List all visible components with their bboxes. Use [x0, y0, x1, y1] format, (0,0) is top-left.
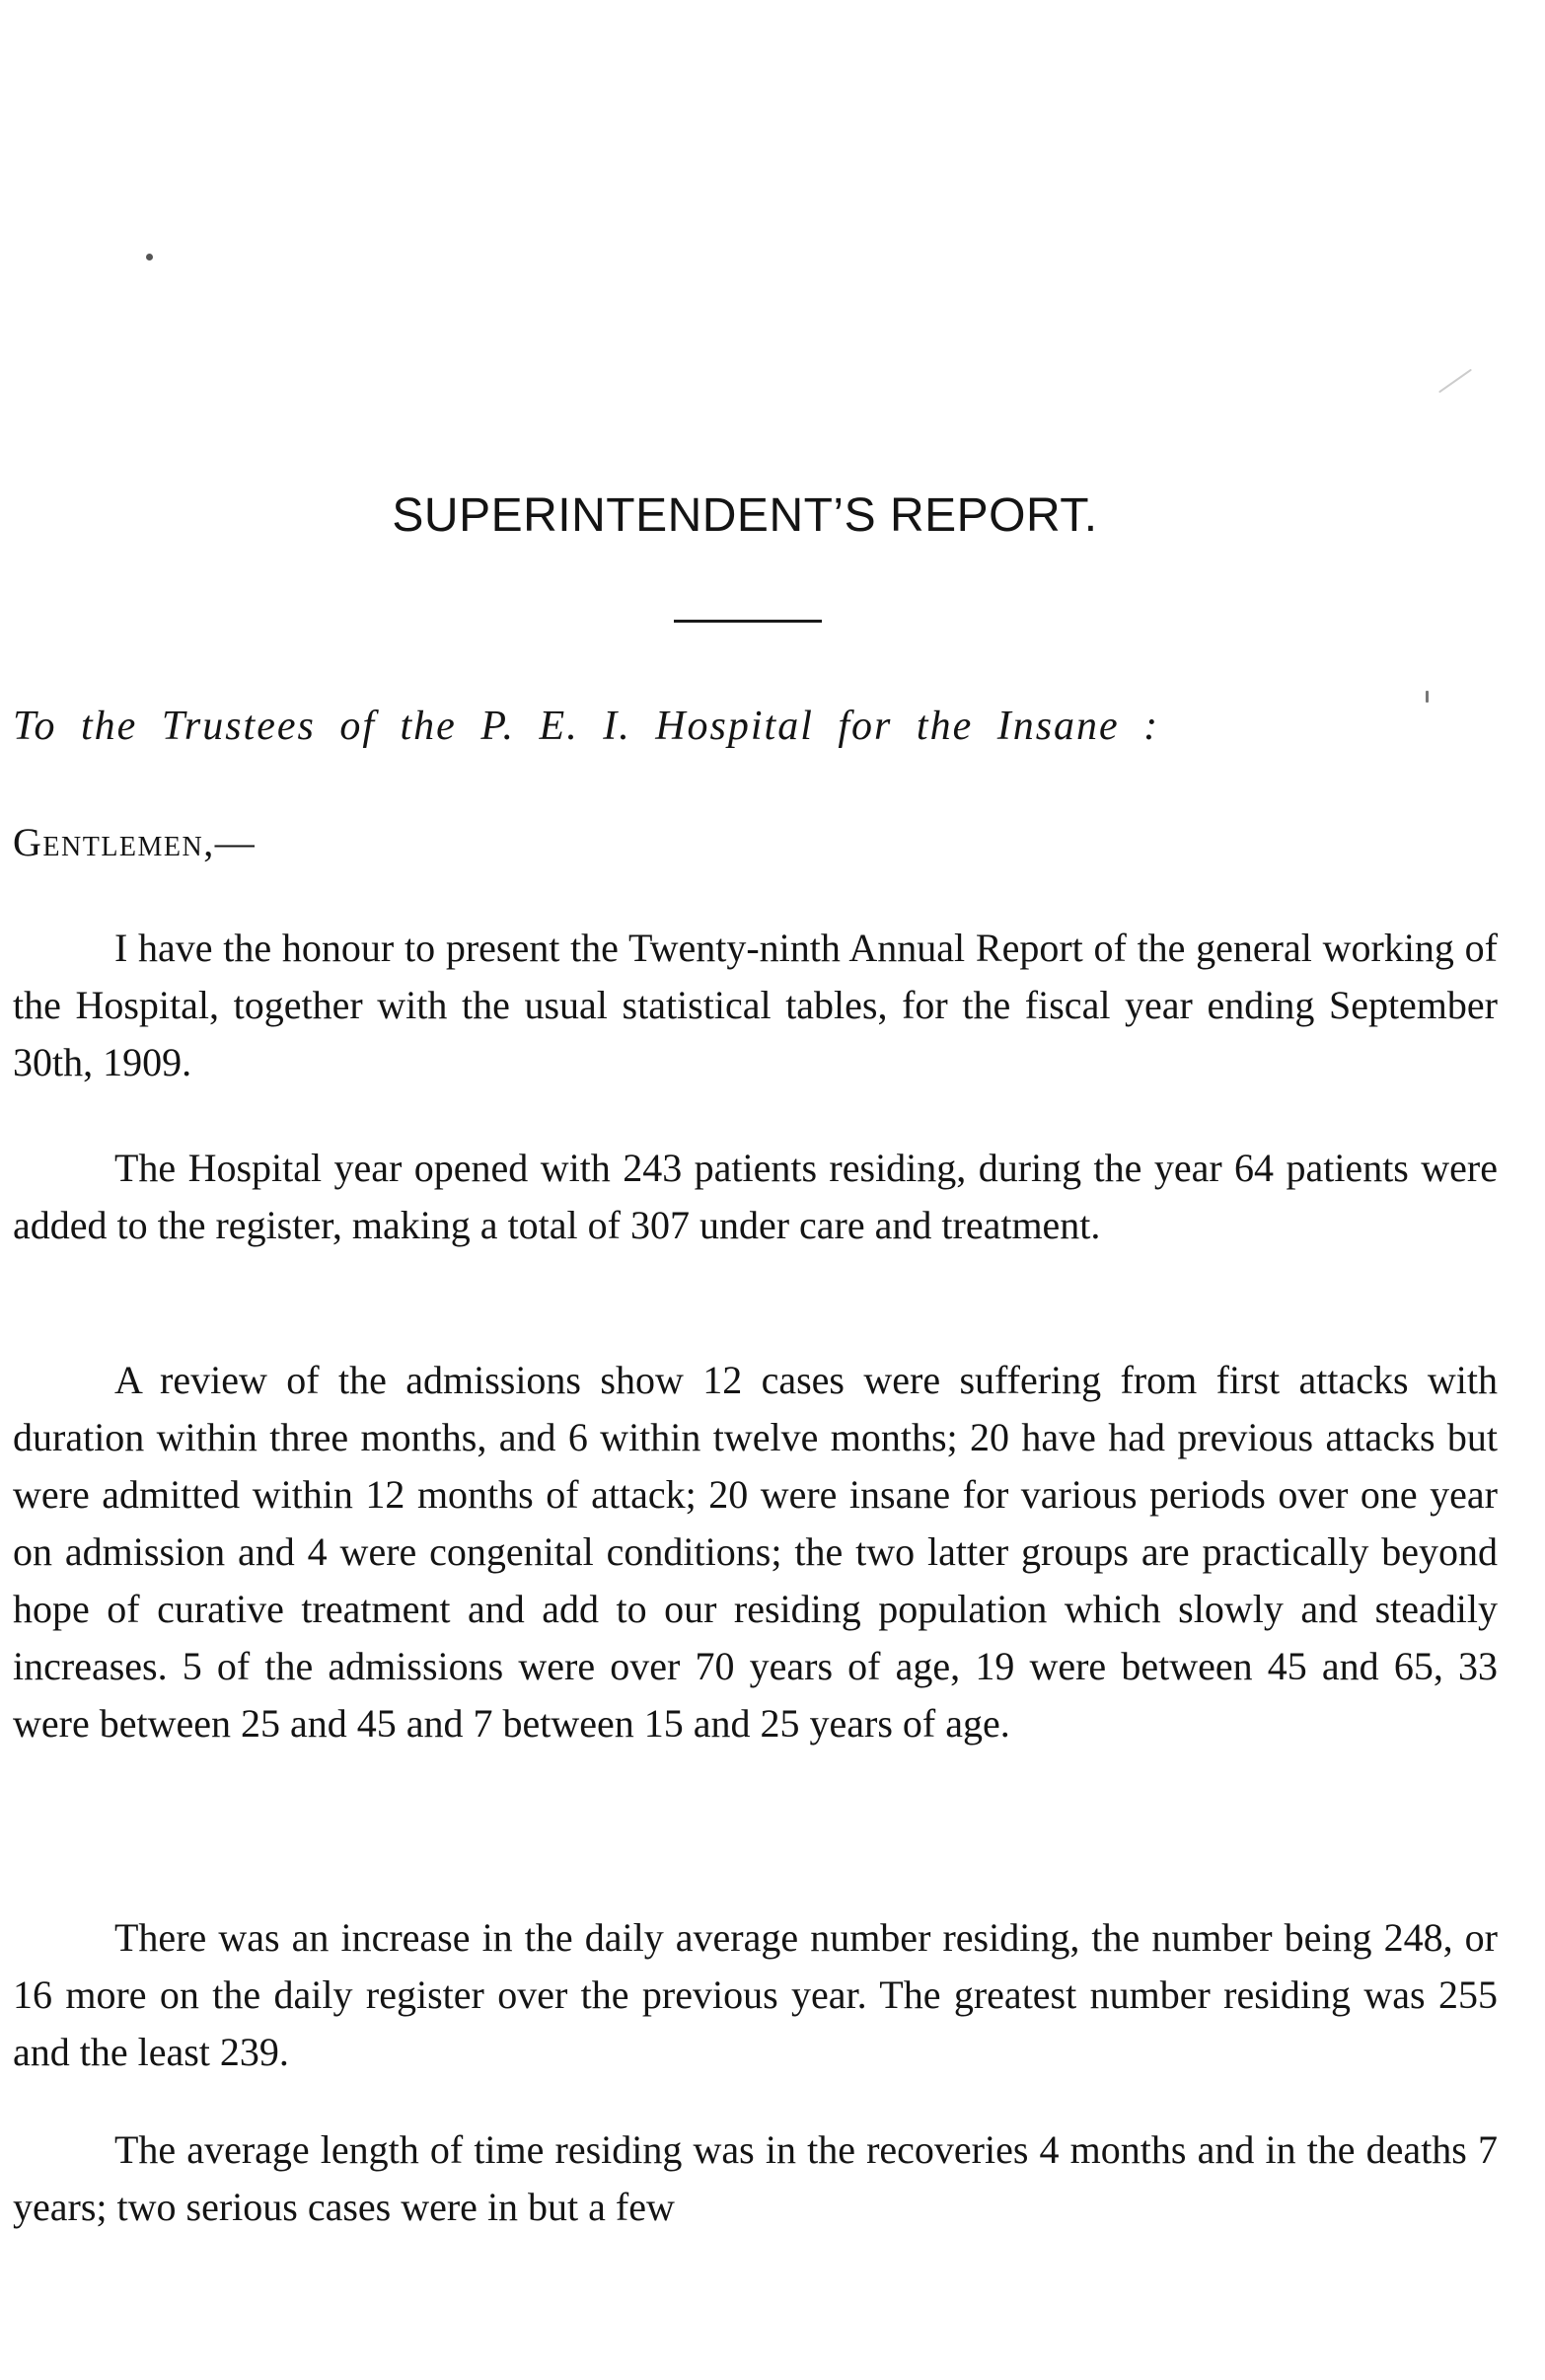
- paragraph-admissions: A review of the admissions show 12 cases were suffering from first attacks with duration within three months, and 6 within twelve months; 20 have had previous attacks but were admitted within 12 months of attack; 20 were insane for various periods over one year on admission and 4 were congenital conditions; the two latter groups are practically beyond hope of curative treatment and add to our residing population which slowly and steadily increases. 5 of the admissions were over 70 years of age, 19 were between 45 and 65, 33 were between 25 and 45 and 7 between 15 and 25 years of age.: [13, 1358, 1498, 1746]
- paragraph-daily-average: There was an increase in the daily average number residing, the number being 248, or 16 more on the daily register over the previous year. The greatest number residing was 255 and the least 239.: [13, 1915, 1498, 2074]
- paragraph-length-of-stay: The average length of time residing was in the recoveries 4 months and in the deaths 7 years; two serious cases were in but a few: [13, 2127, 1498, 2229]
- ink-speck: [146, 254, 153, 260]
- pencil-mark: [1438, 369, 1472, 394]
- salutation: To the Trustees of the P. E. I. Hospital for the Insane :: [13, 704, 1160, 749]
- report-title: SUPERINTENDENT’S REPORT.: [392, 489, 1098, 542]
- ink-mark: [1426, 691, 1429, 703]
- title-divider: [674, 620, 822, 623]
- paragraph-intro: I have the honour to present the Twenty-ninth Annual Report of the general working of the Hospital, together with the usual statistical tables, for the fiscal year ending September 30th, 1909.: [13, 926, 1498, 1084]
- paragraph-patients: The Hospital year opened with 243 patients residing, during the year 64 patients were added to the register, making a total of 307 under care and treatment.: [13, 1146, 1498, 1247]
- greeting: Gentlemen,—: [13, 820, 257, 864]
